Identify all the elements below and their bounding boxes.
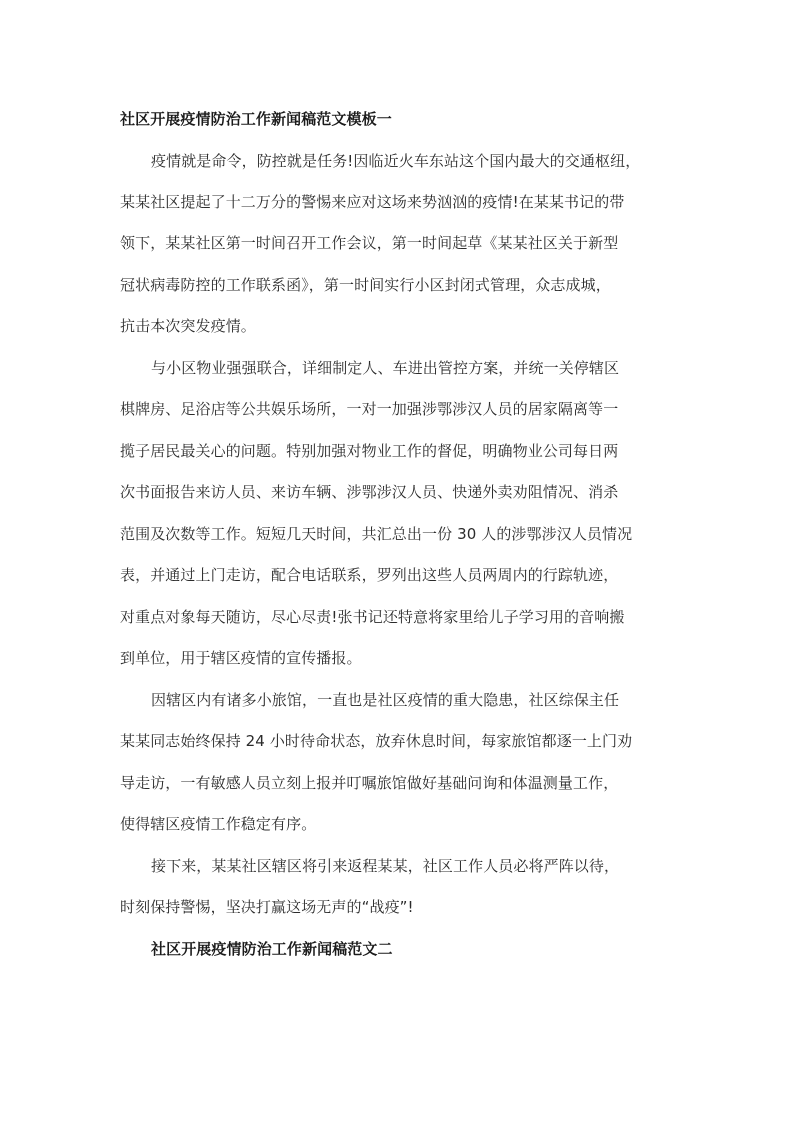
paragraph-2-line-8: 到单位，用于辖区疫情的宣传播报。 — [120, 649, 362, 667]
paragraph-3-line-2: 某某同志始终保持 24 小时待命状态，放弃休息时间，每家旅馆都逐一上门劝 — [120, 732, 633, 750]
paragraph-1-line-3: 领下，某某社区第一时间召开工作会议，第一时间起草《某某社区关于新型 — [120, 234, 619, 252]
paragraph-3-line-3: 导走访，一有敏感人员立刻上报并叮嘱旅馆做好基础问询和体温测量工作， — [120, 774, 619, 792]
heading-1: 社区开展疫情防治工作新闻稿范文模板一 — [120, 110, 392, 128]
paragraph-3-line-4: 使得辖区疫情工作稳定有序。 — [120, 815, 317, 833]
paragraph-2-line-1: 与小区物业强强联合，详细制定人、车进出管控方案，并统一关停辖区 — [151, 359, 620, 377]
paragraph-2-line-2: 棋牌房、足浴店等公共娱乐场所，一对一加强涉鄂涉汉人员的居家隔离等一 — [120, 400, 619, 418]
paragraph-2-line-4: 次书面报告来访人员、来访车辆、涉鄂涉汉人员、快递外卖劝阻情况、消杀 — [120, 483, 619, 501]
paragraph-3-line-1: 因辖区内有诸多小旅馆，一直也是社区疫情的重大隐患，社区综保主任 — [151, 691, 620, 709]
paragraph-2-line-5: 范围及次数等工作。短短几天时间，共汇总出一份 30 人的涉鄂涉汉人员情况 — [120, 525, 633, 543]
paragraph-1-line-1: 疫情就是命令，防控就是任务!因临近火车东站这个国内最大的交通枢纽， — [151, 152, 641, 170]
paragraph-2-line-3: 揽子居民最关心的问题。特别加强对物业工作的督促，明确物业公司每日两 — [120, 442, 619, 460]
paragraph-1-line-2: 某某社区提起了十二万分的警惕来应对这场来势汹汹的疫情!在某某书记的带 — [120, 193, 625, 211]
paragraph-4-line-2: 时刻保持警惕，坚决打赢这场无声的“战疫”! — [120, 898, 414, 916]
paragraph-2-line-7: 对重点对象每天随访，尽心尽责!张书记还特意将家里给儿子学习用的音响搬 — [120, 608, 625, 626]
paragraph-1-line-4: 冠状病毒防控的工作联系函》，第一时间实行小区封闭式管理，众志成城， — [120, 276, 611, 294]
paragraph-1-line-5: 抗击本次突发疫情。 — [120, 317, 256, 335]
heading-2: 社区开展疫情防治工作新闻稿范文二 — [151, 940, 393, 958]
paragraph-2-line-6: 表，并通过上门走访，配合电话联系，罗列出这些人员两周内的行踪轨迹， — [120, 566, 619, 584]
paragraph-4-line-1: 接下来，某某社区辖区将引来返程某某，社区工作人员必将严阵以待， — [151, 857, 620, 875]
